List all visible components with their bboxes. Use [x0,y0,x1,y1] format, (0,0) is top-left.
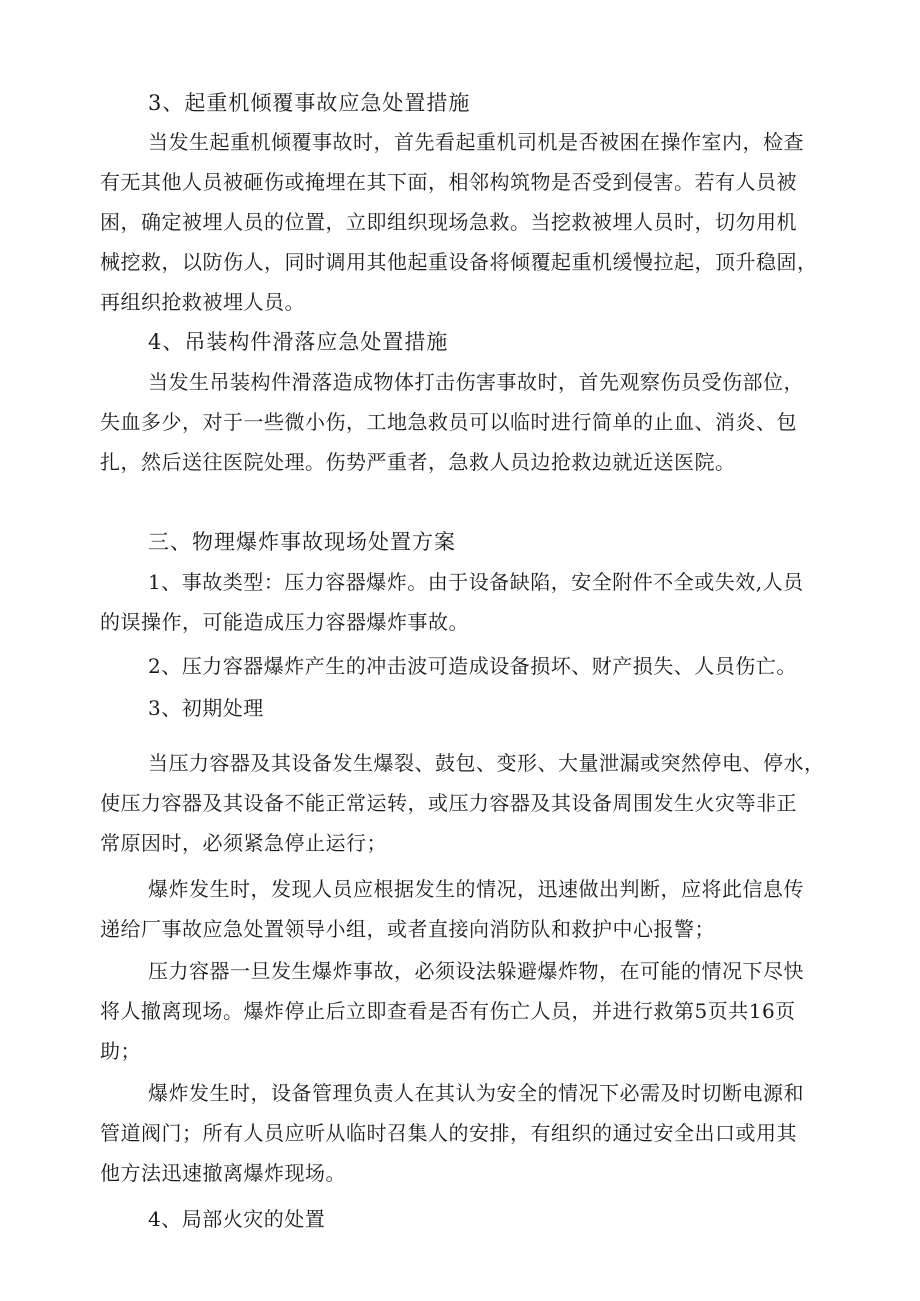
paragraph-line: 4、局部火灾的处置 [148,1207,326,1231]
paragraph-line: 失血多少，对于一些微小伤，工地急救员可以临时进行简单的止血、消炎、包 [100,410,797,434]
paragraph-line: 将人撤离现场。爆炸停止后立即查看是否有伤亡人员，并进行救第5页共16页 [100,999,796,1023]
paragraph-line: 3、初期处理 [148,696,264,720]
paragraph-line: 困，确定被埋人员的位置，立即组织现场急救。当挖救被埋人员时，切勿用机 [100,210,797,234]
section-heading-lifting: 4、吊装构件滑落应急处置措施 [148,330,449,354]
paragraph-line: 2、压力容器爆炸产生的冲击波可造成设备损坏、财产损失、人员伤亡。 [148,654,797,678]
paragraph-line: 1、事故类型：压力容器爆炸。由于设备缺陷，安全附件不全或失效,人员 [148,570,804,594]
paragraph-line: 当压力容器及其设备发生爆裂、鼓包、变形、大量泄漏或突然停电、停水， [148,751,825,775]
paragraph-line: 压力容器一旦发生爆炸事故，必须设法躲避爆炸物，在可能的情况下尽快 [148,959,804,983]
paragraph-line: 使压力容器及其设备不能正常运转，或压力容器及其设备周围发生火灾等非正 [100,791,797,815]
paragraph-line: 递给厂事故应急处置领导小组，或者直接向消防队和救护中心报警； [100,917,715,941]
section-heading-crane: 3、起重机倾覆事故应急处置措施 [148,91,471,115]
paragraph-line: 当发生吊装构件滑落造成物体打击伤害事故时，首先观察伤员受伤部位， [148,370,804,394]
paragraph-line: 常原因时，必须紧急停止运行； [100,831,387,855]
paragraph-line: 当发生起重机倾覆事故时，首先看起重机司机是否被困在操作室内，检查 [148,130,804,154]
paragraph-line: 管道阀门；所有人员应听从临时召集人的安排，有组织的通过安全出口或用其 [100,1121,797,1145]
paragraph-line: 再组织抢救被埋人员。 [100,290,305,314]
paragraph-line: 爆炸发生时，发现人员应根据发生的情况，迅速做出判断，应将此信息传 [148,877,804,901]
paragraph-line: 械挖救，以防伤人，同时调用其他起重设备将倾覆起重机缓慢拉起，顶升稳固， [100,250,818,274]
paragraph-line: 的误操作，可能造成压力容器爆炸事故。 [100,610,469,634]
paragraph-line: 他方法迅速撤离爆炸现场。 [100,1161,346,1185]
paragraph-line: 扎，然后送往医院处理。伤势严重者，急救人员边抢救边就近送医院。 [100,450,736,474]
paragraph-line: 助； [100,1039,141,1063]
section-heading-explosion: 三、物理爆炸事故现场处置方案 [148,530,456,554]
paragraph-line: 爆炸发生时，设备管理负责人在其认为安全的情况下必需及时切断电源和 [148,1081,804,1105]
paragraph-line: 有无其他人员被砸伤或掩埋在其下面，相邻构筑物是否受到侵害。若有人员被 [100,170,797,194]
